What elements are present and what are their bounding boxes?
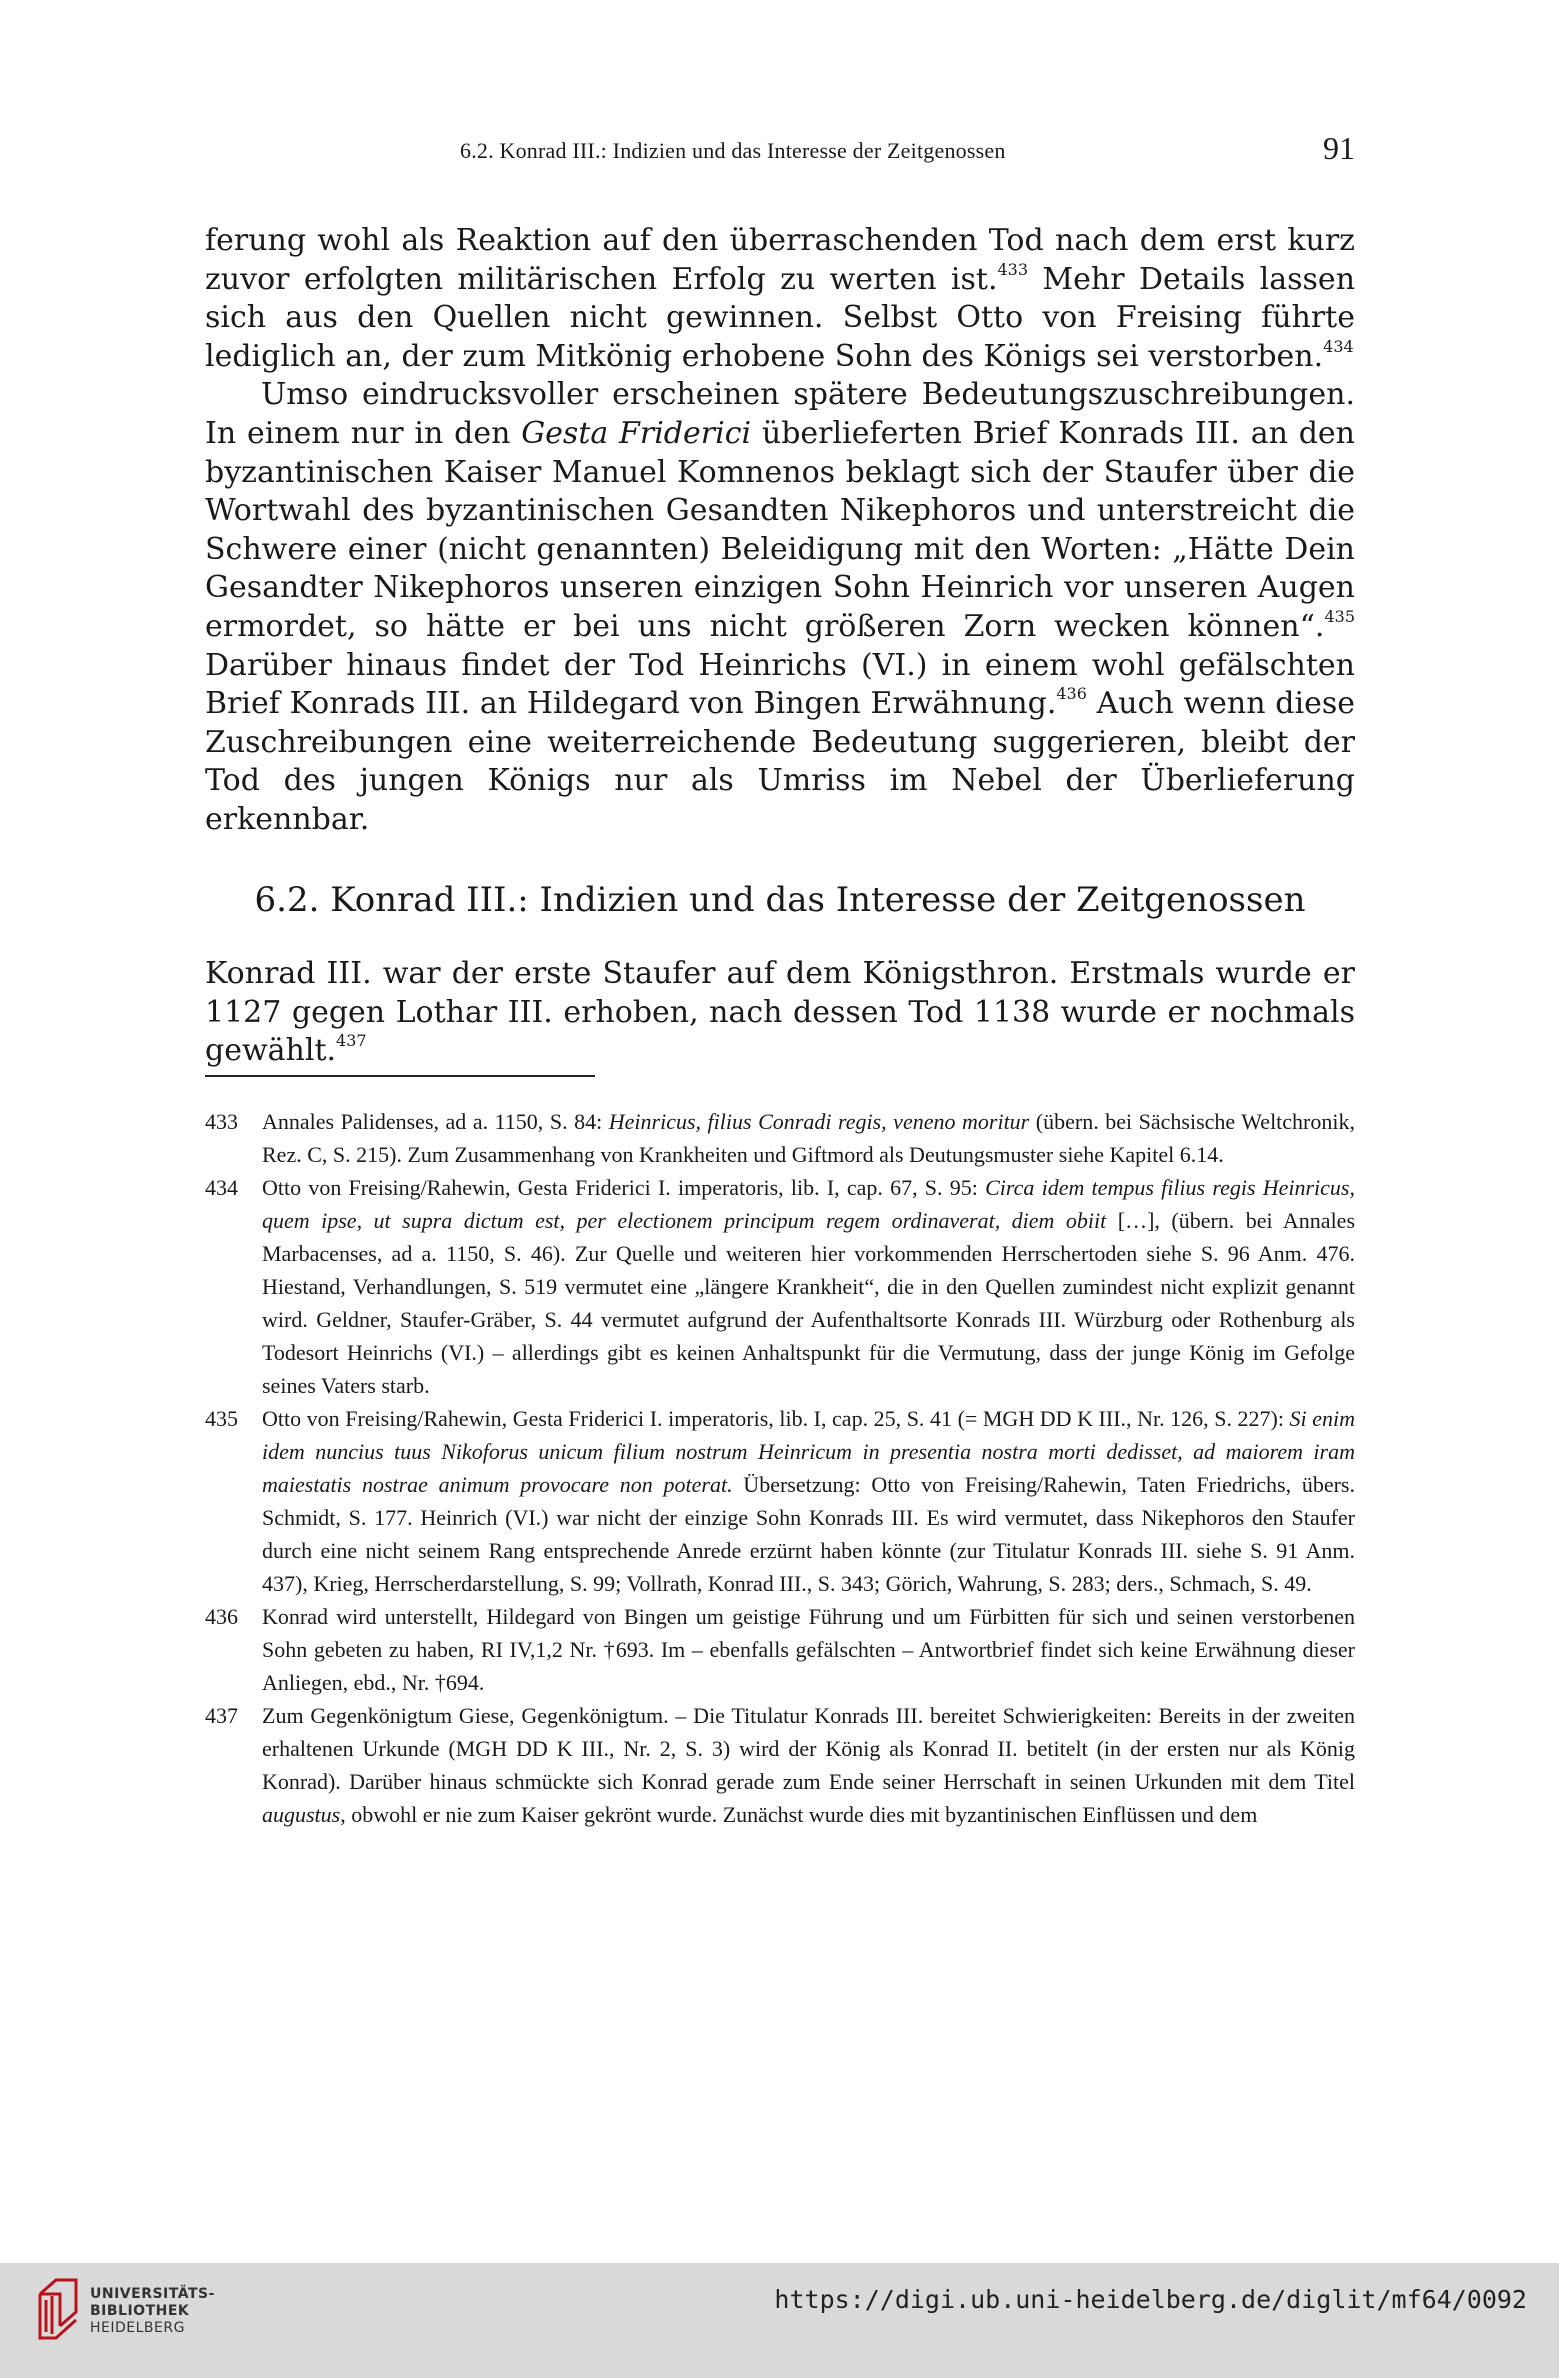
footnote-ref-435[interactable]: 435 [1324, 606, 1355, 626]
body-text [205, 222, 1355, 840]
section-body-text [205, 955, 1355, 1071]
section-heading: 6.2. Konrad III.: Indizien und das Interesse der Zeitgenossen [254, 880, 1306, 920]
footnote-435: 435 Otto von Freising/Rahewin, Gesta Friderici I. imperatoris, lib. I, cap. 25, S. 41 (= MGH DD K III., Nr. 126, S. 227): Si enim idem nuncius tuus Nikoforus unicum filium nostrum Heinricum in presentia nostra morti dedisset, ad maiorem iram maiestatis nostrae animum provocare non poterat. Übersetzung: Otto von Freising/Rahewin, Taten Friedrichs, übers. Schmidt, S. 177. Heinrich (VI.) war nicht der einzige Sohn Konrads III. Es wird vermutet, dass Nikephoros den Staufer durch eine nicht seinem Rang entsprechende Anrede erzürnt haben könnte (zur Titulatur Konrads III. siehe S. 91 Anm. 437), Krieg, Herrscherdarstellung, S. 99; Vollrath, Konrad III., S. 343; Görich, Wahrung, S. 283; ders., Schmach, S. 49. [205, 1402, 1355, 1600]
footnote-434: 434 Otto von Freising/Rahewin, Gesta Friderici I. imperatoris, lib. I, cap. 67, S. 95: Circa idem tempus filius regis Heinricus, quem ipse, ut supra dictum est, per electionem principum regem ordinaverat, diem obiit […], (übern. bei Annales Marbacenses, ad a. 1150, S. 46). Zur Quelle und weiteren hier vorkommenden Herrschertoden siehe S. 96 Anm. 476. Hiestand, Verhandlungen, S. 519 vermutet eine „längere Krankheit“, die in den Quellen zumindest nicht explizit genannt wird. Geldner, Staufer-Gräber, S. 44 vermutet aufgrund der Aufenthaltsorte Konrads III. Würzburg oder Rothenburg als Todesort Heinrichs (VI.) – allerdings gibt es keinen Anhaltspunkt für die Vermutung, dass der junge König im Gefolge seines Vaters starb. [205, 1171, 1355, 1402]
footnote-ref-433[interactable]: 433 [997, 259, 1029, 279]
running-head [205, 130, 1355, 180]
footer-band [0, 2263, 1559, 2378]
page-number: 91 [1323, 130, 1355, 166]
footnote-separator [205, 1075, 595, 1077]
footnote-ref-436[interactable]: 436 [1056, 684, 1087, 704]
source-url-link[interactable]: https://digi.ub.uni-heidelberg.de/diglit/mf64/0092 [774, 2285, 1527, 2314]
library-name: UNIVERSITÄTS- BIBLIOTHEK HEIDELBERG [90, 2286, 215, 2336]
footnote-437: 437 Zum Gegenkönigtum Giese, Gegenkönigtum. – Die Titulatur Konrads III. bereitet Schwierigkeiten: Bereits in der zweiten erhaltenen Urkunde (MGH DD K III., Nr. 2, S. 3) wird der König als Konrad II. betitelt (in der ersten nur als König Konrad). Darüber hinaus schmückte sich Konrad gerade zum Ende seiner Herrschaft in seinen Urkunden mit dem Titel augustus, obwohl er nie zum Kaiser gekrönt wurde. Zunächst wurde dies mit byzantinischen Einflüssen und dem [205, 1699, 1355, 1831]
footnote-number: 433 [205, 1109, 238, 1134]
paragraph: Umso eindrucksvoller erscheinen spätere Bedeutungszuschreibungen. In einem nur in den Gesta Friderici überlieferten Brief Konrads III. an den byzantinischen Kaiser Manuel Komnenos beklagt sich der Staufer über die Wortwahl des byzantinischen Gesandten Nikephoros und unterstreicht die Schwere einer (nicht genannten) Beleidigung mit den Worten: „Hätte Dein Gesandter Nikephoros unseren einzigen Sohn Heinrich vor unseren Augen ermordet, so hätte er bei uns nicht größeren Zorn wecken können“.$^{435}$ Darüber hinaus findet der Tod Heinrichs (VI.) in einem wohl gefälschten Brief Konrads III. an Hildegard von Bingen Erwähnung.$^{436}$ Auch wenn diese Zuschreibungen eine weiterreichende Bedeutung suggerieren, bleibt der Tod des jungen Königs nur als Umriss im Nebel der Überlieferung erkennbar. [205, 377, 1356, 837]
library-logo-icon [34, 2272, 82, 2352]
paragraph: Konrad III. war der erste Staufer auf dem Königsthron. Erstmals wurde er 1127 gegen Lothar III. erhoben, nach dessen Tod 1138 wurde er nochmals gewählt.$^{437}$ [205, 956, 1355, 1069]
footnotes [205, 1105, 1355, 1831]
footnote-ref-437[interactable]: 437 [336, 1031, 367, 1051]
footnote-number: 435 [205, 1406, 238, 1431]
paragraph: ferung wohl als Reaktion auf den überraschenden Tod nach dem erst kurz zuvor erfolgten militärischen Erfolg zu werten ist.$^{433}$ Mehr Details lassen sich aus den Quellen nicht gewinnen. Selbst Otto von Freising führte lediglich an, der zum Mitkönig erhobene Sohn des Königs sei verstorben.$^{434}$ [205, 223, 1356, 374]
footnote-436: 436 Konrad wird unterstellt, Hildegard von Bingen um geistige Führung und um Fürbitten für sich und seinen verstorbenen Sohn gebeten zu haben, RI IV,1,2 Nr. †693. Im – ebenfalls gefälschten – Antwortbrief findet sich keine Erwähnung dieser Anliegen, ebd., Nr. †694. [205, 1600, 1355, 1699]
footnote-433: 433 Annales Palidenses, ad a. 1150, S. 84: Heinricus, filius Conradi regis, veneno moritur (übern. bei Sächsische Weltchronik, Rez. C, S. 215). Zum Zusammenhang von Krankheiten und Giftmord als Deutungsmuster siehe Kapitel 6.14. [205, 1105, 1355, 1171]
footnote-ref-434[interactable]: 434 [1323, 336, 1354, 356]
italic-title: Gesta Friderici [521, 415, 752, 451]
running-head-title: 6.2. Konrad III.: Indizien und das Interesse der Zeitgenossen [460, 138, 1006, 163]
footnote-number: 434 [205, 1175, 238, 1200]
footnote-number: 437 [205, 1703, 238, 1728]
footnote-number: 436 [205, 1604, 238, 1629]
